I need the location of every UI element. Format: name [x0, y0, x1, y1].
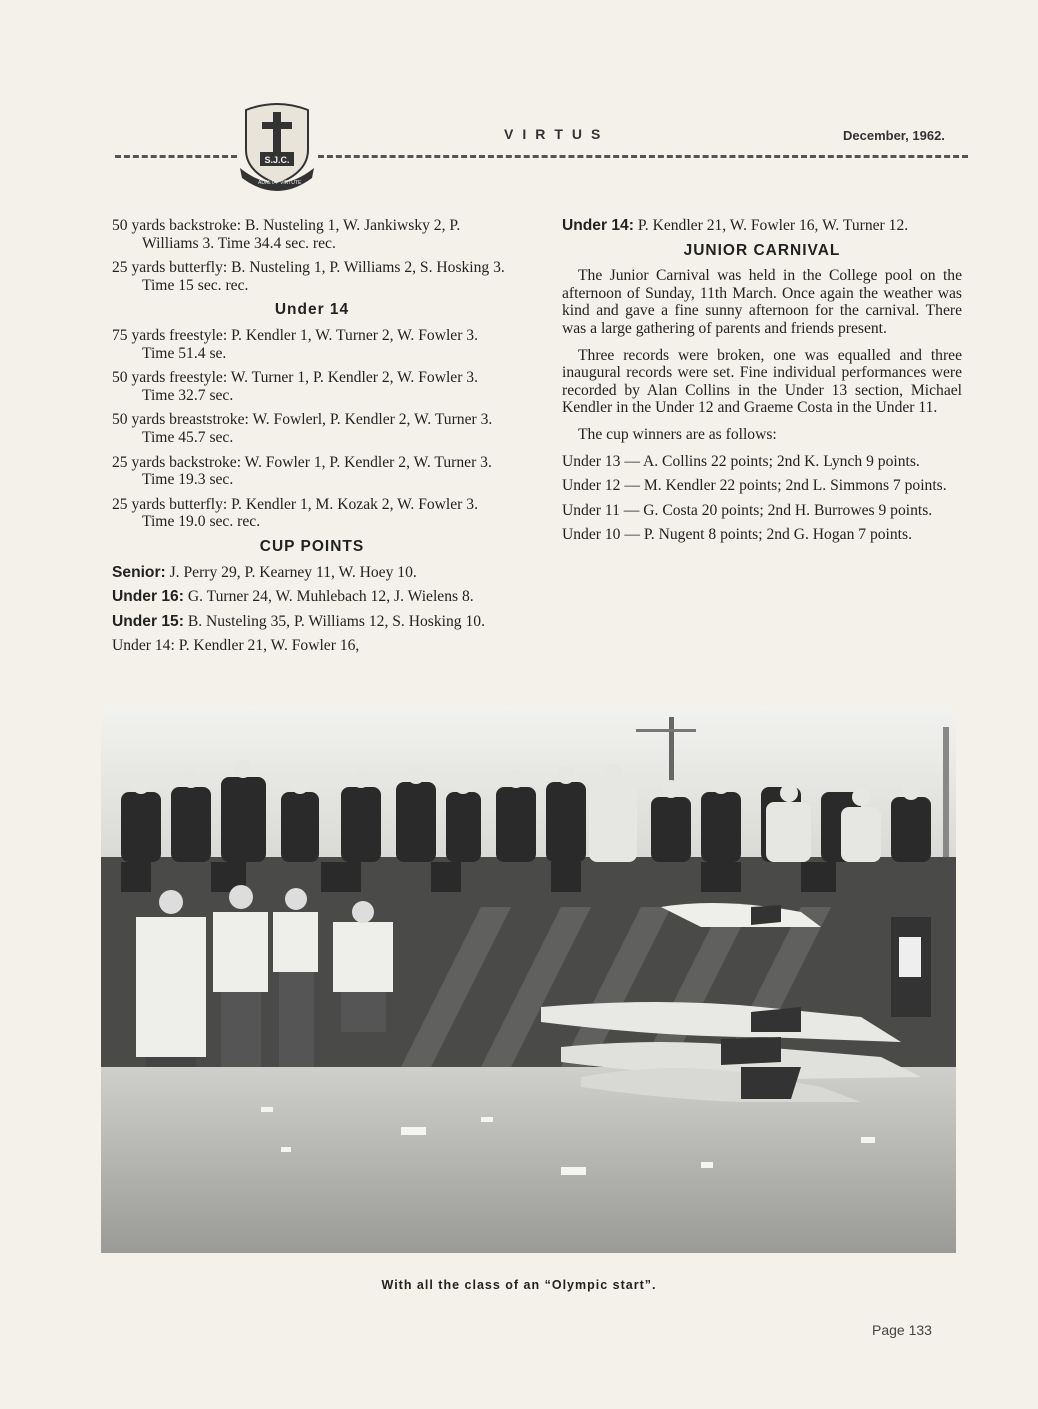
section-heading-cup-points: CUP POINTS: [259, 537, 365, 555]
result-entry: Under 13 — A. Collins 22 points; 2nd K. Lynch 9 points.: [562, 452, 920, 470]
cup-entry: Under 14: P. Kendler 21, W. Fowler 16,: [112, 637, 360, 655]
result-entry: 25 yards backstroke: W. Fowler 1, P. Kendler 2, W. Turner 3. Time 19.3 sec.: [112, 453, 492, 489]
result-entry: 50 yards breaststroke: W. Fowlerl, P. Kendler 2, W. Turner 3. Time 45.7 sec.: [112, 411, 493, 446]
college-crest-icon: [238, 102, 316, 192]
masthead: [0, 100, 1038, 195]
left-column: [112, 217, 512, 662]
result-entry: Under 10 — P. Nugent 8 points; 2nd G. Hogan 7 points.: [562, 526, 912, 544]
page-number: Page 133: [872, 1322, 932, 1338]
svg-text:VIRTUTE: VIRTUTE: [280, 180, 302, 186]
svg-text:ADALTA: ADALTA: [258, 180, 277, 186]
result-entry: 50 yards backstroke: B. Nusteling 1, W. Jankiwsky 2, P. Williams 3. Time 34.4 sec. rec.: [112, 217, 461, 252]
cup-entry: Under 14: P. Kendler 21, W. Fowler 16, W. Turner 12.: [562, 217, 909, 234]
cup-entry: Under 16: G. Turner 24, W. Muhlebach 12, J. Wielens 8.: [112, 588, 474, 606]
result-entry: 25 yards butterfly: B. Nusteling 1, P. Williams 2, S. Hosking 3. Time 15 sec. rec.: [112, 259, 505, 294]
result-entry: 75 yards freestyle: P. Kendler 1, W. Turner 2, W. Fowler 3. Time 51.4 se.: [112, 326, 478, 362]
result-entry: 25 yards butterfly: P. Kendler 1, M. Kozak 2, W. Fowler 3. Time 19.0 sec. rec.: [112, 495, 478, 531]
magazine-title: VIRTUS: [504, 126, 610, 142]
cup-entry: Under 15: B. Nusteling 35, P. Williams 12, S. Hosking 10.: [112, 612, 485, 630]
body-paragraph: The Junior Carnival was held in the College pool on the afternoon of Sunday, 11th March. Once again the weather was kind and gave a fine sunny afternoon for the carnival. There was a large gathering of parents and friends present.: [562, 267, 962, 337]
right-column: [562, 217, 962, 551]
swimming-start-photo: [101, 707, 956, 1253]
masthead-rule-right: [318, 155, 968, 158]
body-paragraph: Three records were broken, one was equalled and three inaugural records were set. Fine individual performances were recorded by Alan Collins in the Under 13 section, Michael Kendler in the Under 12 and Graeme Costa in the Under 11.: [562, 346, 962, 417]
result-entry: Under 12 — M. Kendler 22 points; 2nd L. Simmons 7 points.: [562, 477, 947, 495]
section-heading-junior-carnival: JUNIOR CARNIVAL: [683, 241, 841, 259]
masthead-rule-left: [115, 155, 237, 158]
photo-caption: With all the class of an “Olympic start”.: [381, 1278, 657, 1292]
result-entry: 50 yards freestyle: W. Turner 1, P. Kendler 2, W. Fowler 3. Time 32.7 sec.: [112, 369, 478, 404]
svg-text:S.J.C.: S.J.C.: [264, 155, 290, 165]
result-entry: Under 11 — G. Costa 20 points; 2nd H. Burrowes 9 points.: [562, 501, 933, 519]
body-paragraph: The cup winners are as follows:: [578, 425, 777, 443]
section-heading-under-14: Under 14: [274, 301, 350, 319]
cup-entry: Senior: J. Perry 29, P. Kearney 11, W. Hoey 10.: [112, 563, 417, 581]
issue-date: December, 1962.: [843, 128, 945, 143]
